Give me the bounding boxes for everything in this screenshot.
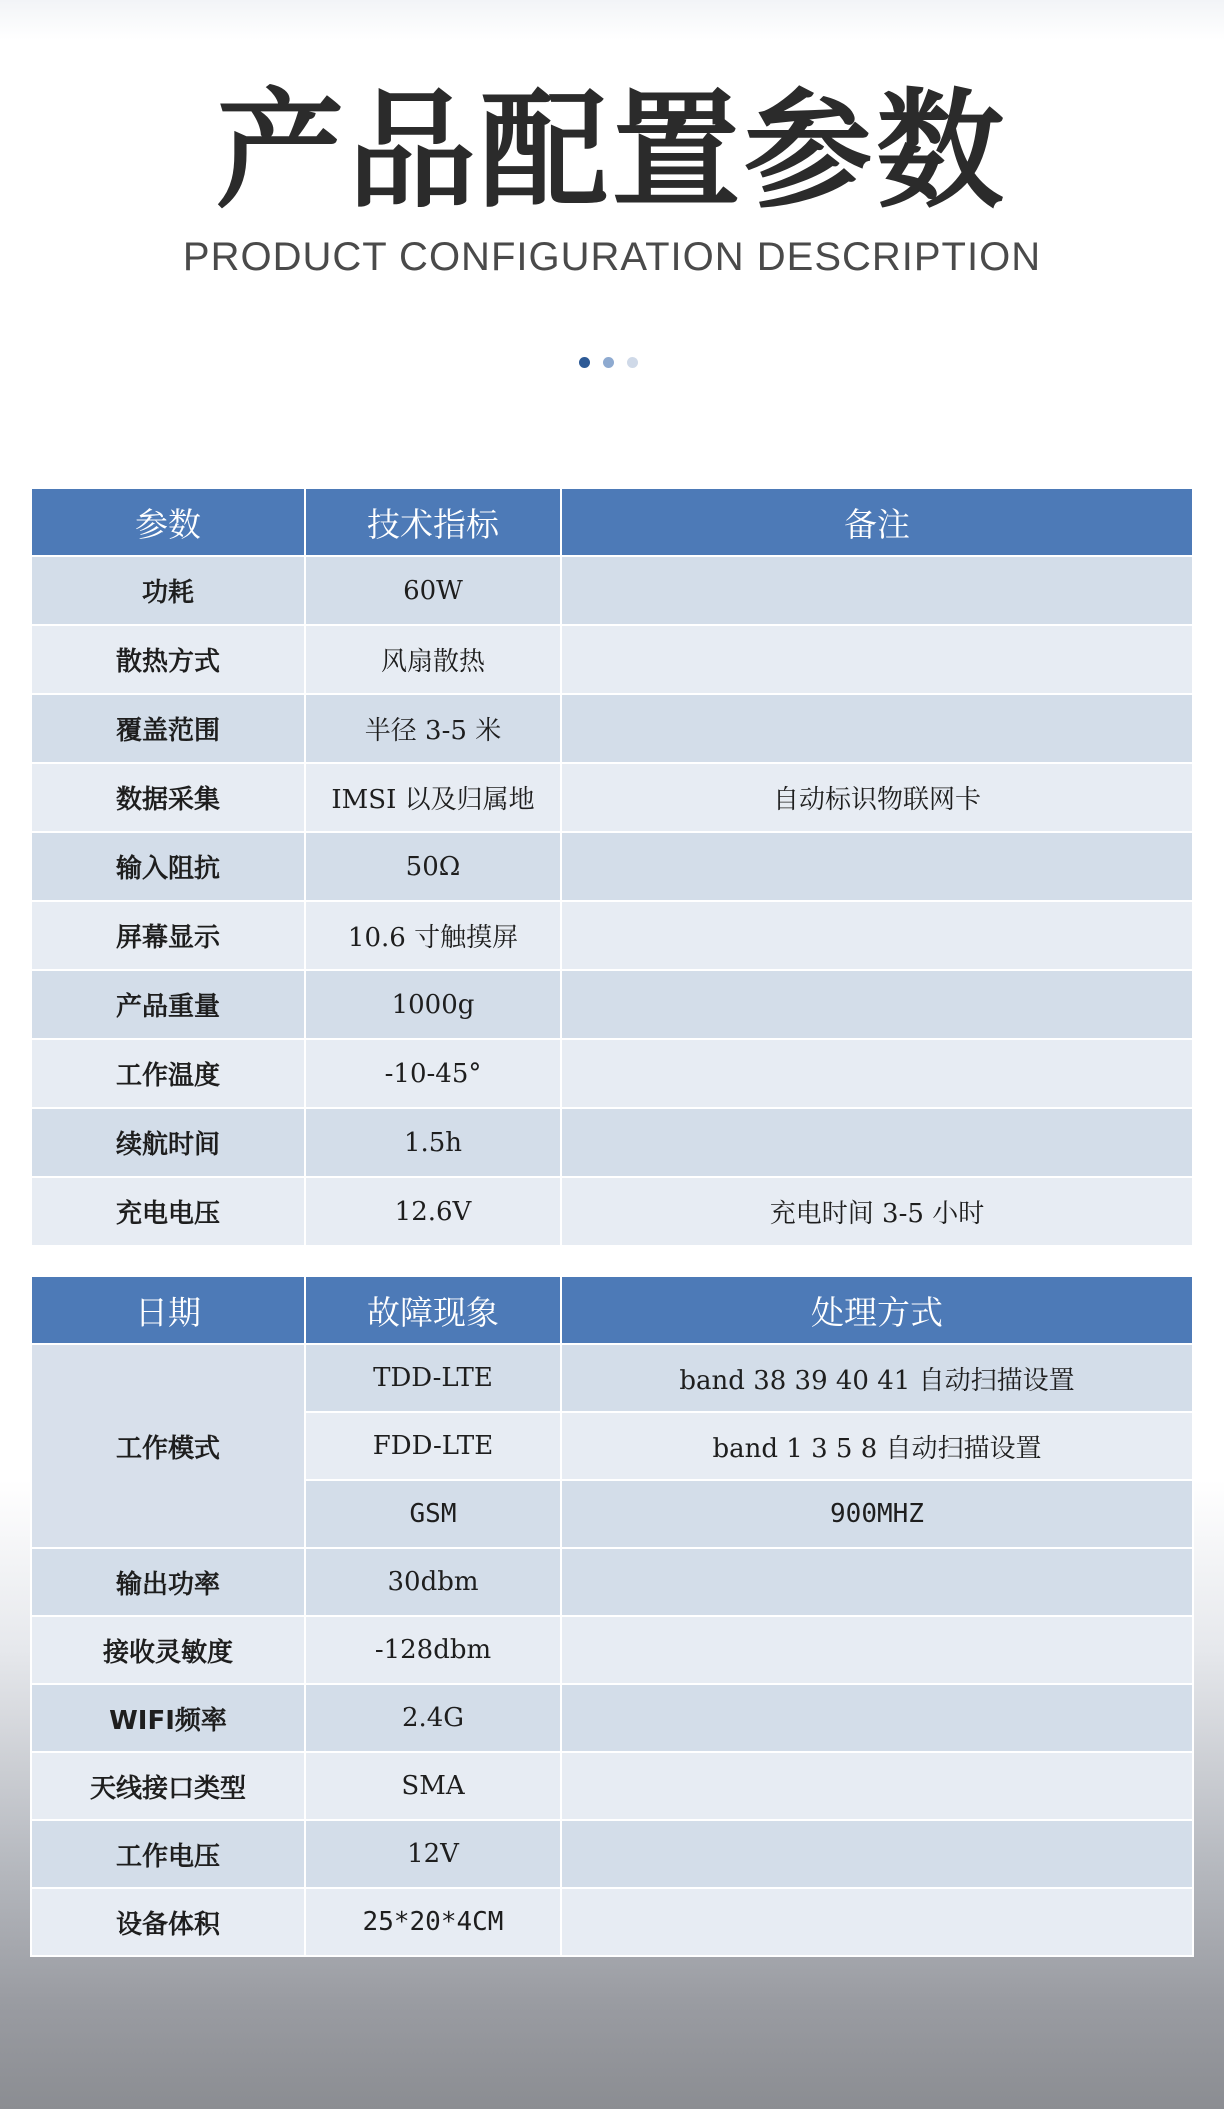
note-cell [561,970,1193,1039]
param-cell: 功耗 [31,556,305,625]
param-cell: 充电电压 [31,1177,305,1246]
value-cell: 25*20*4CM [305,1888,561,1956]
param-cell: 设备体积 [31,1888,305,1956]
value-cell: -10-45° [305,1039,561,1108]
table-row [31,1752,1193,1820]
table-row [31,1039,1193,1108]
value-cell: -128dbm [305,1616,561,1684]
pagination-dot-active [579,357,590,368]
note-cell [561,625,1193,694]
value-cell: 12V [305,1820,561,1888]
value-cell: IMSI 以及归属地 [305,763,561,832]
table-row [31,832,1193,901]
table-row [31,1548,1193,1616]
param-cell: 工作温度 [31,1039,305,1108]
table-row [31,1108,1193,1177]
column-header: 处理方式 [561,1276,1193,1344]
value-cell: 50Ω [305,832,561,901]
param-cell: 覆盖范围 [31,694,305,763]
note-cell [561,1548,1193,1616]
note-cell: band 38 39 40 41 自动扫描设置 [561,1344,1193,1412]
param-cell: 产品重量 [31,970,305,1039]
fault-table [30,1275,1194,1957]
table-row [31,694,1193,763]
work-mode-cell: 工作模式 [31,1344,305,1548]
table-row [31,1177,1193,1246]
value-cell: 30dbm [305,1548,561,1616]
pagination-dot [603,357,614,368]
value-cell: TDD-LTE [305,1344,561,1412]
table-row [31,763,1193,832]
column-header: 技术指标 [305,488,561,556]
table-row [31,901,1193,970]
table-header-row [31,1276,1193,1344]
param-cell: 屏幕显示 [31,901,305,970]
note-cell [561,901,1193,970]
note-cell [561,1820,1193,1888]
note-cell [561,832,1193,901]
note-cell: band 1 3 5 8 自动扫描设置 [561,1412,1193,1480]
table-row [31,1616,1193,1684]
note-cell [561,556,1193,625]
page-subtitle: PRODUCT CONFIGURATION DESCRIPTION [182,235,1042,279]
value-cell: 1000g [305,970,561,1039]
column-header: 参数 [31,488,305,556]
table-row [31,1888,1193,1956]
table-row [31,970,1193,1039]
note-cell: 900MHZ [561,1480,1193,1548]
column-header: 日期 [31,1276,305,1344]
column-header: 备注 [561,488,1193,556]
table-row [31,556,1193,625]
value-cell: SMA [305,1752,561,1820]
table-row [31,1344,1193,1412]
note-cell [561,1684,1193,1752]
note-cell: 自动标识物联网卡 [561,763,1193,832]
table-row [31,1684,1193,1752]
value-cell: 10.6 寸触摸屏 [305,901,561,970]
param-cell: 接收灵敏度 [31,1616,305,1684]
table-header-row [31,488,1193,556]
page-title: 产品配置参数 [215,77,1008,226]
param-cell: 输出功率 [31,1548,305,1616]
value-cell: FDD-LTE [305,1412,561,1480]
pagination-dot [627,357,638,368]
note-cell [561,1616,1193,1684]
note-cell [561,1039,1193,1108]
note-cell [561,1108,1193,1177]
value-cell: 12.6V [305,1177,561,1246]
table-row [31,1820,1193,1888]
param-cell: 输入阻抗 [31,832,305,901]
value-cell: 半径 3-5 米 [305,694,561,763]
param-cell: 工作电压 [31,1820,305,1888]
param-cell: 续航时间 [31,1108,305,1177]
note-cell [561,1888,1193,1956]
value-cell: 风扇散热 [305,625,561,694]
param-cell: 数据采集 [31,763,305,832]
note-cell: 充电时间 3-5 小时 [561,1177,1193,1246]
column-header: 故障现象 [305,1276,561,1344]
value-cell: 60W [305,556,561,625]
param-cell: WIFI频率 [31,1684,305,1752]
pagination-dots [579,357,638,368]
value-cell: 2.4G [305,1684,561,1752]
value-cell: 1.5h [305,1108,561,1177]
note-cell [561,694,1193,763]
param-cell: 天线接口类型 [31,1752,305,1820]
value-cell: GSM [305,1480,561,1548]
spec-table [30,487,1194,1247]
note-cell [561,1752,1193,1820]
table-row [31,625,1193,694]
param-cell: 散热方式 [31,625,305,694]
